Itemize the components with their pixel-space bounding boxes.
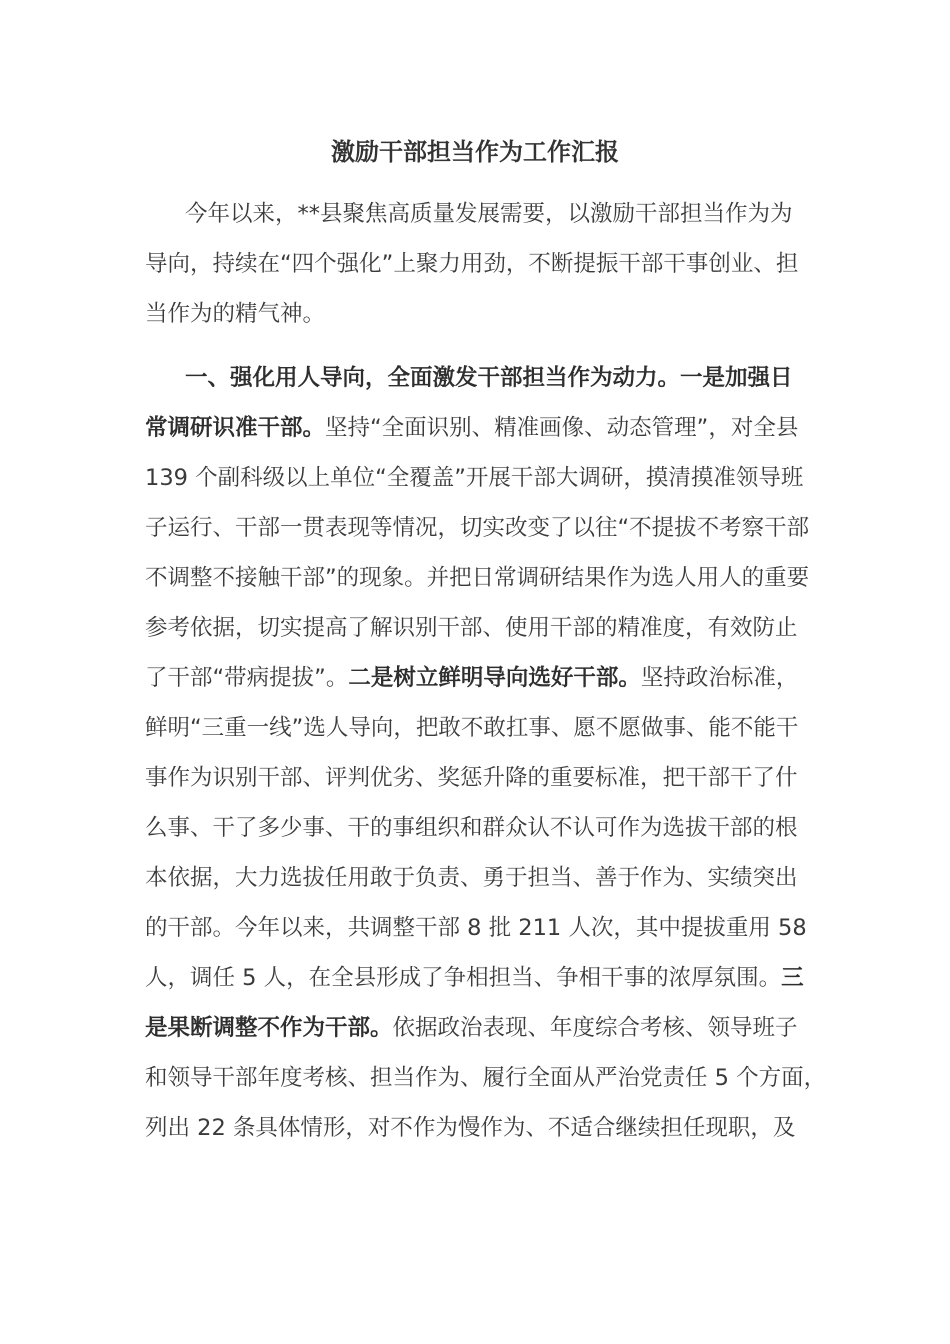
text-line [145, 653, 825, 703]
text-run: 鲜明“三重一线”选人导向，把敢不敢扛事、愿不愿做事、能不能干 [145, 715, 799, 741]
bold-text-run: 常调研识准干部。 [145, 415, 326, 441]
text-run: 了干部“带病提拔”。 [145, 665, 349, 691]
text-line [145, 353, 825, 403]
paragraph-section-one [145, 353, 825, 1153]
text-run: 不调整不接触干部”的现象。并把日常调研结果作为选人用人的重要 [145, 565, 810, 591]
text-run: 的干部。今年以来，共调整干部 8 批 211 人次，其中提拔重用 58 [145, 915, 807, 941]
text-line [145, 853, 825, 903]
paragraph-intro [145, 189, 825, 339]
text-line [145, 239, 825, 289]
text-line [145, 1103, 825, 1153]
text-run: 本依据，大力选拔任用敢于负责、勇于担当、善于作为、实绩突出 [145, 865, 798, 891]
text-run: 139 个副科级以上单位“全覆盖”开展干部大调研，摸清摸准领导班 [145, 465, 804, 491]
text-line [145, 603, 825, 653]
text-line [145, 903, 825, 953]
text-run: 导向，持续在“四个强化”上聚力用劲，不断提振干部干事创业、担 [145, 251, 799, 277]
text-run: 坚持“全面识别、精准画像、动态管理”，对全县 [325, 415, 799, 441]
text-run: 子运行、干部一贯表现等情况，切实改变了以往“不提拔不考察干部 [145, 515, 810, 541]
bold-text-run: 是果断调整不作为干部。 [145, 1015, 393, 1041]
document-title: 激励干部担当作为工作汇报 [331, 138, 619, 166]
text-line [145, 403, 825, 453]
bold-text-run: 二是树立鲜明导向选好干部。 [348, 665, 641, 691]
text-line [145, 453, 825, 503]
text-line [145, 753, 825, 803]
text-run: 依据政治表现、年度综合考核、领导班子 [392, 1015, 798, 1041]
text-line [145, 503, 825, 553]
text-run: 事作为识别干部、评判优劣、奖惩升降的重要标准，把干部干了什 [145, 765, 798, 791]
text-line [145, 803, 825, 853]
text-run: 和领导干部年度考核、担当作为、履行全面从严治党责任 5 个方面， [145, 1065, 827, 1091]
text-line [145, 703, 825, 753]
bold-text-run: 三 [781, 965, 804, 991]
text-line [145, 189, 825, 239]
text-run: 坚持政治标准， [640, 665, 799, 691]
text-run: 么事、干了多少事、干的事组织和群众认不认可作为选拔干部的根 [145, 815, 798, 841]
bold-text-run: 一、强化用人导向，全面激发干部担当作为动力。一是加强日 [185, 365, 793, 391]
text-line [145, 289, 825, 339]
text-line [145, 553, 825, 603]
text-run: 今年以来，**县聚焦高质量发展需要，以激励干部担当作为为 [185, 201, 793, 227]
text-run: 当作为的精气神。 [145, 301, 326, 327]
text-run: 参考依据，切实提高了解识别干部、使用干部的精准度，有效防止 [145, 615, 798, 641]
text-run: 列出 22 条具体情形，对不作为慢作为、不适合继续担任现职，及 [145, 1115, 796, 1141]
text-line [145, 1053, 825, 1103]
text-line [145, 1003, 825, 1053]
text-run: 人，调任 5 人，在全县形成了争相担当、争相干事的浓厚氛围。 [145, 965, 782, 991]
text-line [145, 953, 825, 1003]
